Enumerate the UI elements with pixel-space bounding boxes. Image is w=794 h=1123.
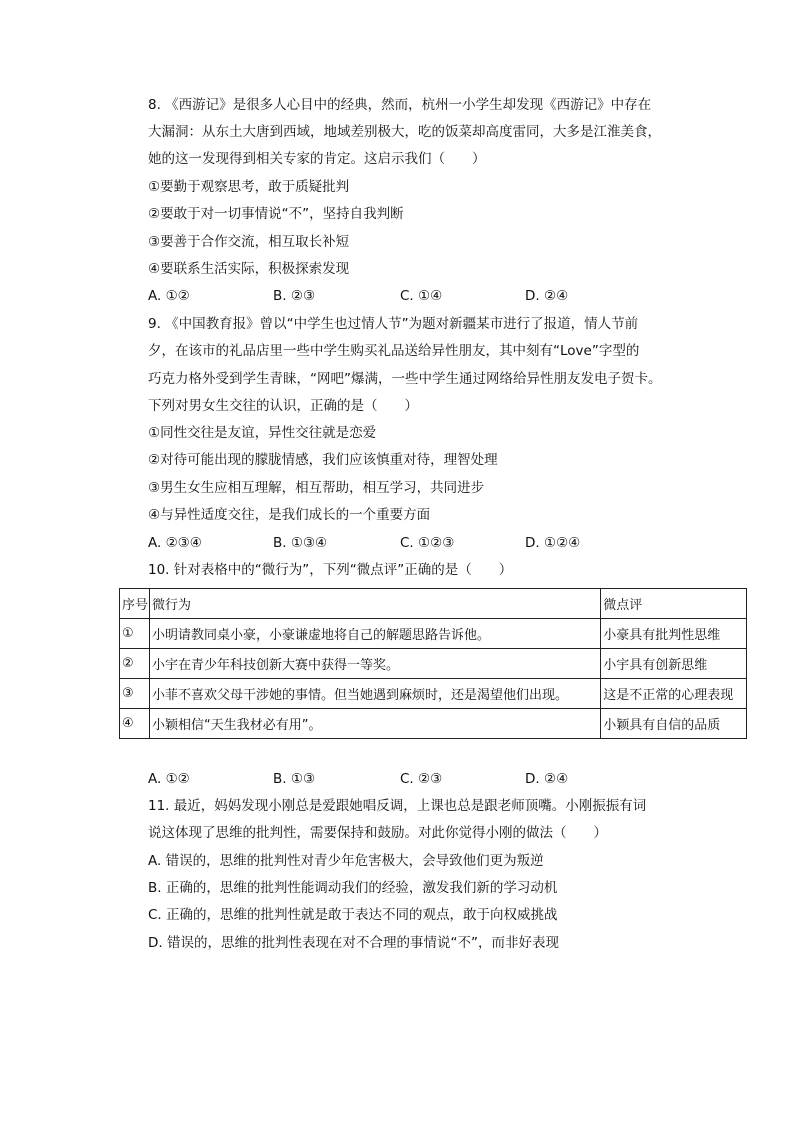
table-cell-comment: 这是不正常的心理表现 [601,679,747,709]
q8-option-d: D. ②④ [525,288,569,304]
table-cell-behavior: 小宇在青少年科技创新大赛中获得一等奖。 [149,649,600,679]
q9-stem-line-3: 巧克力格外受到学生青睐，“网吧”爆满，一些中学生通过网络给异性朋友发电子贺卡。 [148,371,662,387]
q9-statement-3: ③男生女生应相互理解，相互帮助，相互学习，共同进步 [148,480,485,496]
q11-choice-a: A. 错误的，思维的批判性对青少年危害极大，会导致他们更为叛逆 [148,853,544,869]
table-cell-index: ③ [120,679,150,709]
table-row [120,709,747,739]
q8-statement-3: ③要善于合作交流，相互取长补短 [148,234,350,250]
q8-stem-line-1: 8. 《西游记》是很多人心目中的经典，然而，杭州一小学生却发现《西游记》中存在 [148,97,652,113]
q10-stem: 10. 针对表格中的“微行为”，下列“微点评”正确的是（ ） [148,562,513,578]
q10-table [119,588,747,739]
q8-statement-1: ①要勤于观察思考，敢于质疑批判 [148,179,350,195]
q9-statement-1: ①同性交往是友谊，异性交往就是恋爱 [148,425,377,441]
table-cell-comment: 小颖具有自信的品质 [601,709,747,739]
q9-option-a: A. ②③④ [148,535,202,551]
q10-option-c: C. ②③ [400,771,443,787]
q8-statement-4: ④要联系生活实际，积极探索发现 [148,261,350,277]
q9-option-c: C. ①②③ [400,535,455,551]
table-cell-index: ② [120,649,150,679]
table-row [120,679,747,709]
table-cell-index: ① [120,619,150,649]
table-cell-behavior: 小明请教同桌小豪，小豪谦虚地将自己的解题思路告诉他。 [149,619,600,649]
table-cell-behavior: 小颖相信“天生我材必有用”。 [149,709,600,739]
table-cell-comment: 小豪具有批判性思维 [601,619,747,649]
table-row [120,619,747,649]
q10-option-d: D. ②④ [525,771,569,787]
q9-statement-2: ②对待可能出现的朦胧情感，我们应该慎重对待，理智处理 [148,452,498,468]
q8-option-a: A. ①② [148,288,190,304]
table-header-index: 序号 [120,589,150,619]
table-cell-index: ④ [120,709,150,739]
q9-option-d: D. ①②④ [525,535,581,551]
q9-option-b: B. ①③④ [273,535,328,551]
table-cell-behavior: 小菲不喜欢父母干涉她的事情。但当她遇到麻烦时，还是渴望他们出现。 [149,679,600,709]
q9-stem-line-1: 9. 《中国教育报》曾以“中学生也过情人节”为题对新疆某市进行了报道，情人节前 [148,316,639,332]
q11-stem-line-2: 说这体现了思维的批判性，需要保持和鼓励。对此你觉得小刚的做法（ ） [148,825,607,841]
q8-stem-line-3: 她的这一发现得到相关专家的肯定。这启示我们（ ） [148,151,486,167]
table-header-comment: 微点评 [601,589,747,619]
q11-choice-b: B. 正确的，思维的批判性能调动我们的经验，激发我们新的学习动机 [148,880,558,896]
table-header-behavior: 微行为 [149,589,600,619]
q9-stem-line-2: 夕，在该市的礼品店里一些中学生购买礼品送给异性朋友，其中刻有“Love”字型的 [148,343,640,359]
q10-option-b: B. ①③ [273,771,316,787]
table-cell-comment: 小宇具有创新思维 [601,649,747,679]
q8-stem-line-2: 大漏洞：从东土大唐到西域，地域差别极大，吃的饭菜却高度雷同，大多是江淮美食， [148,124,661,140]
q8-option-b: B. ②③ [273,288,316,304]
q11-stem-line-1: 11. 最近，妈妈发现小刚总是爱跟她唱反调，上课也总是跟老师顶嘴。小刚振振有词 [148,798,647,814]
q11-choice-c: C. 正确的，思维的批判性就是敢于表达不同的观点，敢于向权威挑战 [148,907,558,923]
q9-statement-4: ④与异性适度交往，是我们成长的一个重要方面 [148,507,431,523]
table-header-row [120,589,747,619]
table-row [120,649,747,679]
q9-stem-line-4: 下列对男女生交往的认识，正确的是（ ） [148,398,418,414]
q8-option-c: C. ①④ [400,288,443,304]
q11-choice-d: D. 错误的，思维的批判性表现在对不合理的事情说“不”，而非好表现 [148,935,559,951]
q10-option-a: A. ①② [148,771,190,787]
q8-statement-2: ②要敢于对一切事情说“不”，坚持自我判断 [148,206,404,222]
